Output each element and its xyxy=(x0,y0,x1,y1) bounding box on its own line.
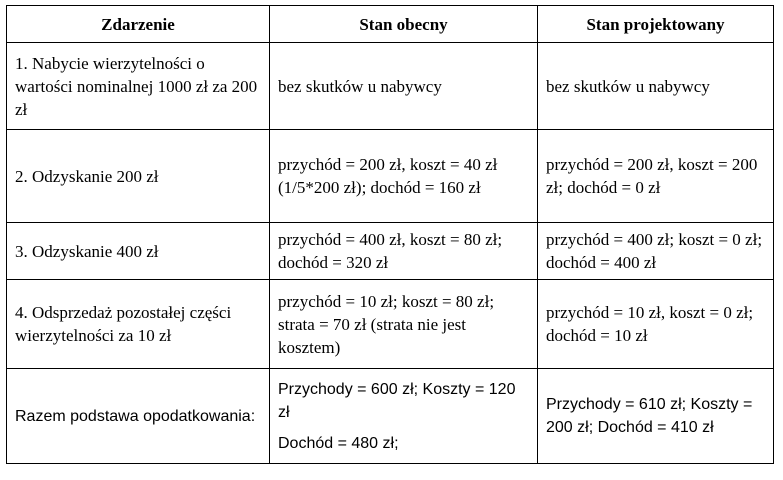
total-row xyxy=(7,369,774,464)
table-row xyxy=(7,43,774,130)
table-row xyxy=(7,223,774,280)
table-row xyxy=(7,280,774,369)
event-cell: 1. Nabycie wierzytelności o wartości nominalnej 1000 zł za 200 zł xyxy=(7,43,270,130)
projected-state-cell: przychód = 400 zł; koszt = 0 zł; dochód = 400 zł xyxy=(538,223,774,280)
table-row xyxy=(7,130,774,223)
total-current-cell xyxy=(270,369,538,464)
header-projected-state: Stan projektowany xyxy=(538,6,774,43)
current-state-cell: przychód = 200 zł, koszt = 40 zł (1/5*200 zł); dochód = 160 zł xyxy=(270,130,538,223)
current-state-cell: przychód = 400 zł, koszt = 80 zł; dochód = 320 zł xyxy=(270,223,538,280)
header-row xyxy=(7,6,774,43)
comparison-table xyxy=(6,5,774,464)
projected-state-cell: przychód = 10 zł, koszt = 0 zł; dochód = 10 zł xyxy=(538,280,774,369)
current-state-cell: przychód = 10 zł; koszt = 80 zł; strata = 70 zł (strata nie jest kosztem) xyxy=(270,280,538,369)
header-event: Zdarzenie xyxy=(7,6,270,43)
projected-state-cell: przychód = 200 zł, koszt = 200 zł; dochód = 0 zł xyxy=(538,130,774,223)
current-state-cell: bez skutków u nabywcy xyxy=(270,43,538,130)
total-current-line-1: Przychody = 600 zł; Koszty = 120 zł xyxy=(278,380,516,421)
event-cell: 4. Odsprzedaż pozostałej części wierzytelności za 10 zł xyxy=(7,280,270,369)
event-cell: 3. Odzyskanie 400 zł xyxy=(7,223,270,280)
total-label-cell: Razem podstawa opodatkowania: xyxy=(7,369,270,464)
event-cell: 2. Odzyskanie 200 zł xyxy=(7,130,270,223)
total-current-line-2: Dochód = 480 zł; xyxy=(278,434,399,452)
header-current-state: Stan obecny xyxy=(270,6,538,43)
total-projected-cell: Przychody = 610 zł; Koszty = 200 zł; Dochód = 410 zł xyxy=(538,369,774,464)
projected-state-cell: bez skutków u nabywcy xyxy=(538,43,774,130)
